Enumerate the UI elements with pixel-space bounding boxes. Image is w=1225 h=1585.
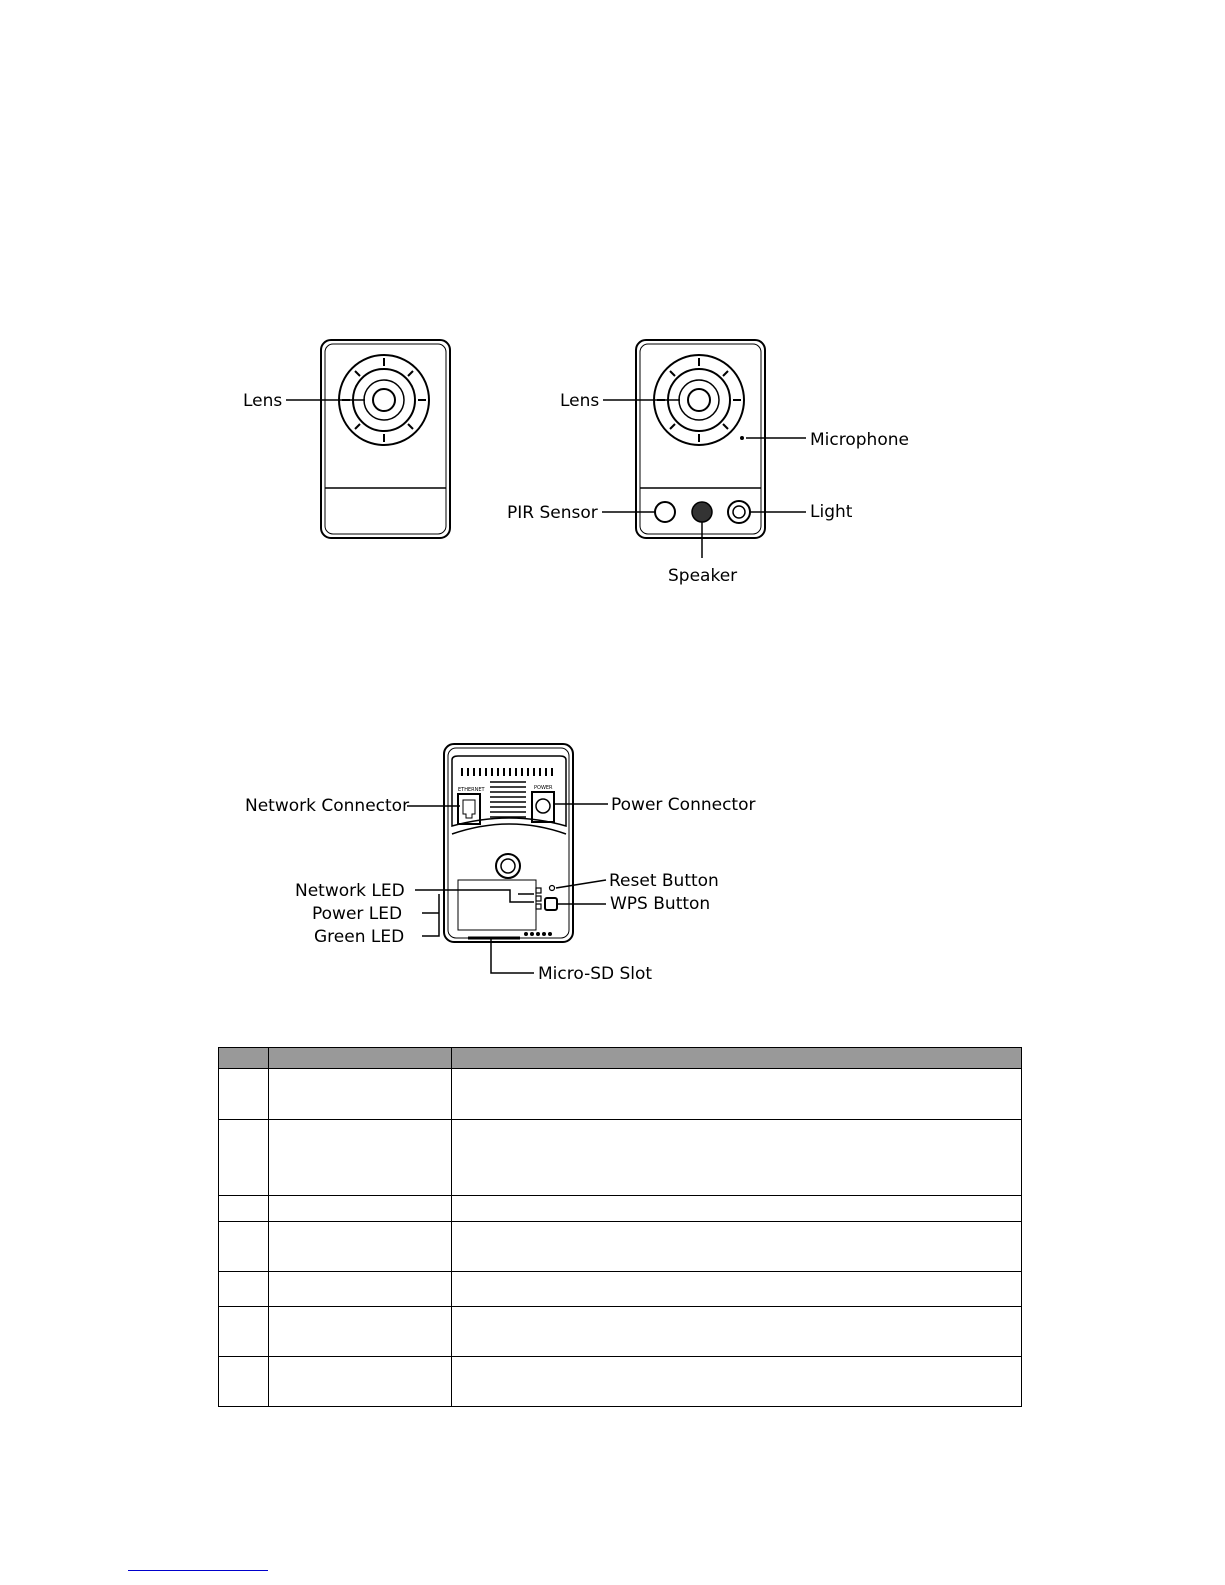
power-led-label: Power LED — [312, 904, 403, 924]
svg-text:ETHERNET: ETHERNET — [458, 787, 485, 793]
table-row — [219, 1120, 1022, 1196]
camera-rear-body — [444, 744, 573, 942]
speaker-label: Speaker — [668, 566, 738, 586]
pir-sensor-icon — [655, 502, 675, 522]
table-row — [219, 1196, 1022, 1222]
table-row — [219, 1272, 1022, 1307]
ethernet-port-icon — [458, 787, 486, 824]
wps-button-icon — [545, 898, 557, 910]
power-port-icon — [532, 785, 554, 822]
table-row — [219, 1307, 1022, 1357]
table-header-cell — [219, 1048, 269, 1069]
footer-link-underline[interactable] — [128, 1570, 268, 1571]
svg-text:POWER: POWER — [534, 785, 553, 791]
green-led-label: Green LED — [314, 927, 405, 947]
table-header-cell — [269, 1048, 452, 1069]
lens-label: Lens — [560, 391, 600, 411]
vent-slots — [462, 768, 552, 776]
light-label: Light — [810, 502, 853, 522]
mount-hole-icon — [496, 854, 520, 878]
front-view-figure — [0, 320, 1225, 610]
wps-button-label: WPS Button — [610, 894, 711, 914]
pir-sensor-label: PIR Sensor — [507, 503, 598, 523]
table-row — [219, 1357, 1022, 1407]
table-header-row — [219, 1048, 1022, 1069]
microphone-label: Microphone — [810, 430, 909, 450]
microphone-icon — [740, 436, 744, 440]
table-row — [219, 1222, 1022, 1272]
reset-button-icon — [550, 886, 555, 891]
camera-front-model-b — [507, 340, 909, 586]
table-row — [219, 1069, 1022, 1120]
reset-button-label: Reset Button — [609, 871, 719, 891]
network-led-label: Network LED — [295, 881, 405, 901]
network-connector-label: Network Connector — [245, 796, 410, 816]
rear-view-figure — [0, 730, 1225, 1000]
camera-front-model-a — [243, 340, 450, 538]
power-connector-label: Power Connector — [611, 795, 756, 815]
led-indicators — [536, 888, 541, 909]
spec-table — [218, 1047, 1022, 1407]
light-icon — [728, 501, 750, 523]
lens-label: Lens — [243, 391, 283, 411]
table-header-cell — [452, 1048, 1022, 1069]
label-area — [458, 880, 536, 930]
micro-sd-slot-label: Micro-SD Slot — [538, 964, 653, 984]
speaker-icon — [692, 502, 712, 522]
